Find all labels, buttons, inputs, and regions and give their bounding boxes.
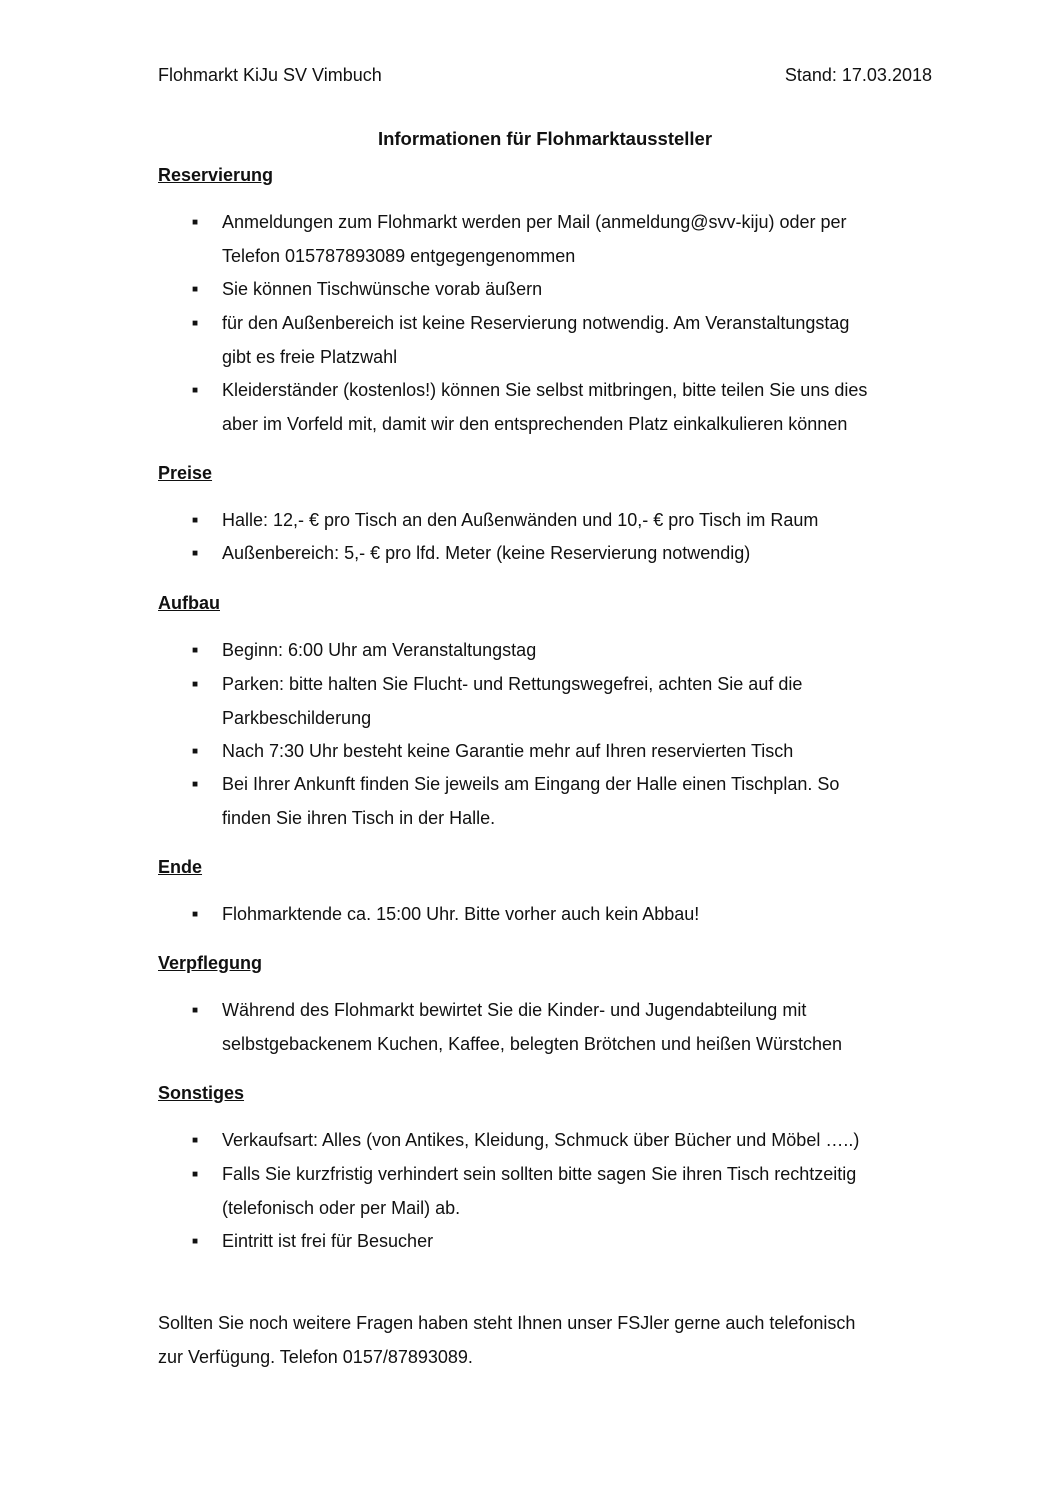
bullet-icon: ■ — [191, 779, 199, 790]
list-item — [191, 994, 942, 1061]
bullet-icon: ■ — [191, 1005, 199, 1016]
bullet-icon: ■ — [191, 746, 199, 757]
closing-line: Sollten Sie noch weitere Fragen haben steht Ihnen unser FSJler gerne auch telefonisch — [158, 1313, 856, 1333]
list-item — [191, 307, 942, 374]
list-item-line: Bei Ihrer Ankunft finden Sie jeweils am Eingang der Halle einen Tischplan. So — [222, 774, 840, 794]
header-date: Stand: 17.03.2018 — [784, 65, 932, 85]
list-item-line: Außenbereich: 5,- € pro lfd. Meter (keine Reservierung notwendig) — [222, 543, 751, 563]
header-left: Flohmarkt KiJu SV Vimbuch — [158, 65, 382, 85]
closing-line: zur Verfügung. Telefon 0157/87893089. — [158, 1346, 473, 1367]
list-item — [191, 374, 942, 441]
list-item — [191, 634, 942, 668]
bullet-icon: ■ — [191, 645, 199, 656]
list-item — [191, 668, 942, 735]
list-item-line: Telefon 015787893089 entgegengenommen — [222, 245, 576, 266]
list-item-line: finden Sie ihren Tisch in der Halle. — [222, 807, 496, 828]
list-item-line: Flohmarktende ca. 15:00 Uhr. Bitte vorher auch kein Abbau! — [222, 904, 700, 924]
bullet-icon: ■ — [191, 1135, 199, 1146]
list-item-line: (telefonisch oder per Mail) ab. — [222, 1197, 461, 1218]
bullet-icon: ■ — [191, 548, 199, 559]
list-item — [191, 273, 942, 307]
list-item-line: Während des Flohmarkt bewirtet Sie die Kinder- und Jugendabteilung mit — [222, 1000, 807, 1020]
bullet-icon: ■ — [191, 318, 199, 329]
list-item-line: Kleiderständer (kostenlos!) können Sie selbst mitbringen, bitte teilen Sie uns dies — [222, 380, 868, 400]
section-heading-ende: Ende — [158, 857, 203, 877]
section-heading-preise: Preise — [158, 463, 213, 483]
list-item-line: Nach 7:30 Uhr besteht keine Garantie mehr auf Ihren reservierten Tisch — [222, 741, 794, 761]
list-item-line: selbstgebackenem Kuchen, Kaffee, belegten Brötchen und heißen Würstchen — [222, 1033, 843, 1054]
list-item — [191, 206, 942, 273]
list-item-line: Falls Sie kurzfristig verhindert sein sollten bitte sagen Sie ihren Tisch rechtzeitig — [222, 1164, 857, 1184]
list-item — [191, 1225, 942, 1259]
list-item-line: Sie können Tischwünsche vorab äußern — [222, 279, 543, 299]
list-item-line: Anmeldungen zum Flohmarkt werden per Mail (anmeldung@svv-kiju) oder per — [222, 212, 847, 232]
list-item-line: Eintritt ist frei für Besucher — [222, 1231, 434, 1251]
bullet-icon: ■ — [191, 284, 199, 295]
closing-paragraph — [158, 1307, 938, 1374]
bullet-icon: ■ — [191, 217, 199, 228]
list-item-line: Parkbeschilderung — [222, 707, 372, 728]
bullet-icon: ■ — [191, 1169, 199, 1180]
section-heading-aufbau: Aufbau — [158, 593, 220, 613]
list-item-line: Verkaufsart: Alles (von Antikes, Kleidung, Schmuck über Bücher und Möbel …..) — [222, 1130, 860, 1150]
bullet-icon: ■ — [191, 385, 199, 396]
list-item-line: Halle: 12,- € pro Tisch an den Außenwänden und 10,- € pro Tisch im Raum — [222, 510, 819, 530]
section-heading-sonstiges: Sonstiges — [158, 1083, 245, 1103]
bullet-icon: ■ — [191, 515, 199, 526]
section-heading-verpflegung: Verpflegung — [158, 953, 263, 973]
list-item — [191, 735, 942, 769]
list-item-line: aber im Vorfeld mit, damit wir den entsprechenden Platz einkalkulieren können — [222, 413, 848, 434]
list-item — [191, 1158, 942, 1225]
section-heading-reservierung: Reservierung — [158, 165, 274, 185]
bullet-icon: ■ — [191, 1236, 199, 1247]
bullet-icon: ■ — [191, 679, 199, 690]
list-item-line: gibt es freie Platzwahl — [222, 346, 398, 367]
bullet-icon: ■ — [191, 909, 199, 920]
list-item — [191, 504, 942, 538]
list-item-line: Parken: bitte halten Sie Flucht- und Rettungswegefrei, achten Sie auf die — [222, 674, 803, 694]
list-item-line: Beginn: 6:00 Uhr am Veranstaltungstag — [222, 640, 537, 660]
list-item — [191, 1124, 942, 1158]
list-item-line: für den Außenbereich ist keine Reservierung notwendig. Am Veranstaltungstag — [222, 313, 850, 333]
list-item — [191, 898, 942, 932]
list-item — [191, 537, 942, 571]
list-item — [191, 768, 942, 835]
document-title: Informationen für Flohmarktaussteller — [377, 128, 713, 149]
